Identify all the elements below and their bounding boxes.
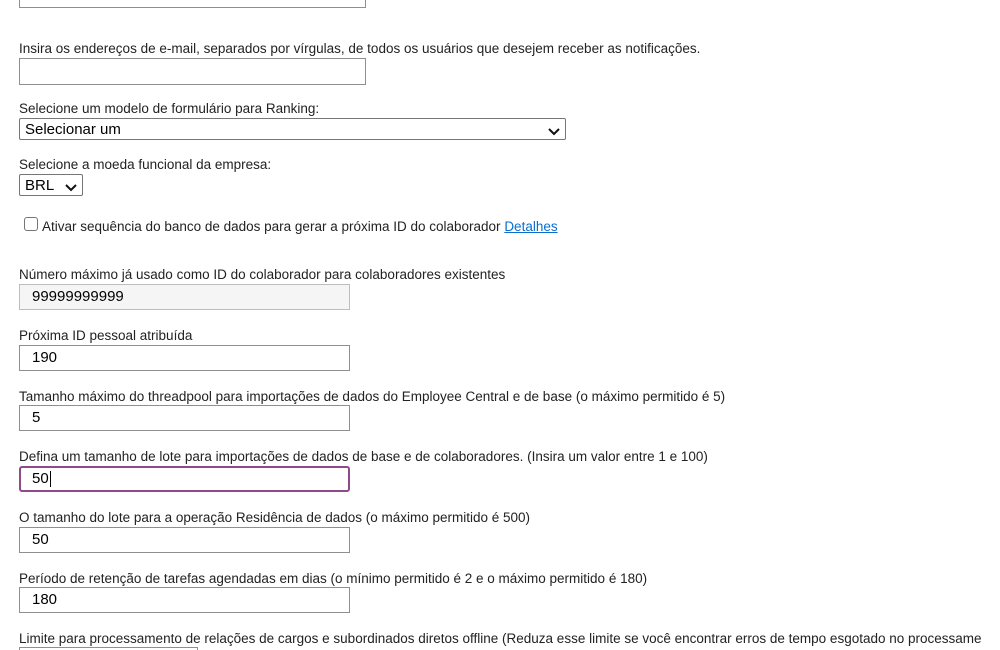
- ranking-template-selected: Selecionar um: [25, 120, 121, 138]
- max-employee-id-value: 99999999999: [32, 288, 124, 305]
- max-employee-id-input: [19, 284, 350, 310]
- ranking-template-label: Selecione um modelo de formulário para Ranking:: [19, 101, 320, 116]
- retention-days-value: 180: [32, 591, 58, 608]
- batch-size-input[interactable]: [19, 466, 350, 492]
- currency-select[interactable]: [19, 174, 83, 196]
- details-link[interactable]: Detalhes: [504, 219, 558, 234]
- ranking-template-select[interactable]: [19, 118, 566, 140]
- offline-limit-label: Limite para processamento de relações de cargos e subordinados diretos offline (Reduza esse limite se você encontrar erros de tempo esgotado no processame: [19, 631, 982, 646]
- db-sequence-checkbox[interactable]: [24, 217, 38, 231]
- batch-size-label: Defina um tamanho de lote para importações de dados de base e de colaboradores. (Insira um valor entre 1 e 100): [19, 449, 708, 464]
- previous-field-input[interactable]: [19, 0, 366, 8]
- threadpool-size-input[interactable]: [19, 405, 350, 431]
- max-employee-id-label: Número máximo já usado como ID do colaborador para colaboradores existentes: [19, 267, 506, 282]
- next-person-id-value: 190: [32, 349, 58, 366]
- chevron-down-icon: [64, 180, 78, 190]
- chevron-down-icon: [547, 124, 561, 134]
- db-sequence-row: [42, 219, 558, 235]
- text-caret: [50, 471, 51, 487]
- emails-input[interactable]: [19, 58, 366, 85]
- retention-days-input[interactable]: [19, 587, 350, 613]
- currency-label: Selecione a moeda funcional da empresa:: [19, 157, 272, 172]
- threadpool-size-value: 5: [32, 409, 41, 426]
- threadpool-size-label: Tamanho máximo do threadpool para importações de dados do Employee Central e de base (o máximo permitido é 5): [19, 389, 726, 404]
- residency-batch-label: O tamanho do lote para a operação Residência de dados (o máximo permitido é 500): [19, 510, 531, 525]
- batch-size-value: 50: [32, 470, 49, 487]
- residency-batch-input[interactable]: [19, 527, 350, 553]
- currency-selected: BRL: [25, 176, 55, 194]
- emails-label: Insira os endereços de e-mail, separados por vírgulas, de todos os usuários que desejem receber as notificações.: [19, 41, 701, 56]
- next-person-id-label: Próxima ID pessoal atribuída: [19, 328, 193, 343]
- retention-days-label: Período de retenção de tarefas agendadas em dias (o mínimo permitido é 2 e o máximo permitido é 180): [19, 571, 648, 586]
- next-person-id-input[interactable]: [19, 345, 350, 371]
- residency-batch-value: 50: [32, 531, 49, 548]
- db-sequence-label: Ativar sequência do banco de dados para gerar a próxima ID do colaborador: [42, 219, 501, 234]
